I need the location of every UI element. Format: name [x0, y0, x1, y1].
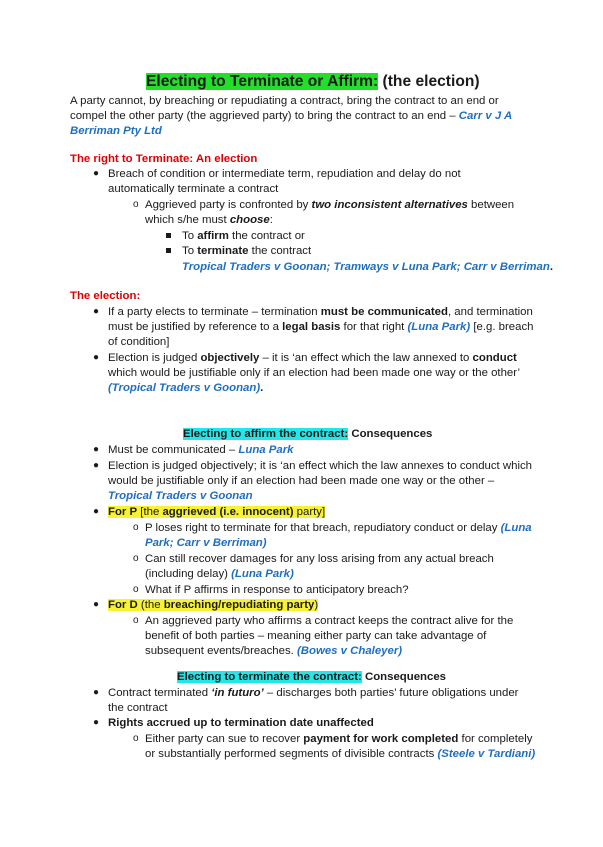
sub-bullet-text: [145, 644, 402, 658]
text: or substantially performed segments of divisible contracts: [145, 748, 438, 760]
sub-bullet-icon: o: [133, 199, 139, 210]
text: Contract terminated: [108, 687, 212, 699]
text: Must be communicated –: [108, 444, 239, 456]
sub-bullet-icon: o: [133, 615, 139, 626]
text: .: [260, 382, 264, 394]
page-title: [146, 72, 480, 92]
emphasis: affirm: [197, 230, 229, 242]
text: for completely: [458, 733, 533, 745]
square-bullet-text: [182, 229, 305, 243]
bullet-icon: ●: [93, 687, 100, 698]
heading-rest: Consequences: [361, 671, 447, 683]
bullet-icon: ●: [93, 168, 100, 179]
emphasis: aggrieved (i.e. innocent): [162, 506, 294, 518]
case-citation: (Bowes v Chaleyer): [296, 645, 403, 657]
emphasis: two inconsistent alternatives: [311, 199, 468, 211]
sub-bullet-icon: o: [133, 522, 139, 533]
bullet-icon: ●: [93, 444, 100, 455]
for-p-label: [108, 505, 325, 519]
case-citations: [108, 381, 263, 395]
case-citation: Tropical Traders v Goonan; Tramways v Luna Park; Carr v Berriman: [182, 261, 550, 273]
bullet-icon: ●: [93, 506, 100, 517]
text: Aggrieved party is confronted by: [145, 199, 312, 211]
title-rest: (the election): [378, 73, 480, 90]
text: which s/he must: [145, 214, 230, 226]
intro-line-2: [70, 109, 512, 123]
text: for that right: [340, 321, 408, 333]
case-citation: Park; Carr v Berriman): [145, 537, 267, 549]
bullet-text: automatically terminate a contract: [108, 183, 279, 195]
bullet-text: [108, 351, 517, 365]
text: [e.g. breach: [470, 321, 534, 333]
case-citation: Carr v J A: [458, 110, 513, 122]
text: For P: [108, 506, 138, 518]
case-citation: Berriman Pty Ltd: [70, 125, 162, 137]
text: P loses right to terminate for that breach, repudiatory conduct or delay: [145, 522, 501, 534]
case-citation: (Steele v Tardiani): [437, 748, 536, 760]
sub-bullet-text: [145, 567, 294, 581]
text: must be justified by reference to a: [108, 321, 283, 333]
text: (the: [137, 599, 164, 611]
text: , and termination: [447, 306, 533, 318]
bullet-text: Election is judged objectively; it is ‘an effect which the law annexes to conduct which: [108, 460, 533, 472]
bullet-text: would be justifiable only if an election had been made one way or the other –: [108, 475, 495, 487]
section-heading-election: The election:: [70, 290, 141, 302]
text: the contract or: [228, 230, 305, 242]
bullet-icon: ●: [93, 306, 100, 317]
text: subsequent events/breaches.: [145, 645, 297, 657]
bullet-icon: ●: [93, 352, 100, 363]
text: the contract: [248, 245, 312, 257]
section-heading-terminate: [177, 670, 446, 684]
emphasis: objectively: [200, 352, 260, 364]
bullet-text: [108, 686, 518, 700]
sub-bullet-text: [145, 198, 514, 212]
sub-bullet-text: What if P affirms in response to anticipatory breach?: [145, 584, 409, 596]
case-citations: [182, 260, 553, 274]
heading-rest: Consequences: [348, 428, 433, 440]
text: Either party can sue to recover: [145, 733, 304, 745]
text: .: [549, 261, 553, 273]
text: party]: [293, 506, 326, 518]
case-citation: (Luna Park): [231, 568, 294, 580]
section-heading-right-to-terminate: The right to Terminate: An election: [70, 153, 258, 165]
bullet-text: of condition]: [108, 336, 170, 348]
bullet-text: [108, 320, 533, 334]
square-bullet-icon: [166, 248, 171, 253]
sub-bullet-text: An aggrieved party who affirms a contract keeps the contract alive for the: [145, 615, 514, 627]
sub-bullet-icon: o: [133, 553, 139, 564]
bullet-text: Rights accrued up to termination date unaffected: [108, 717, 374, 729]
square-bullet-text: [182, 244, 311, 258]
text: If a party elects to terminate – termination: [108, 306, 321, 318]
text: To: [182, 230, 198, 242]
heading-highlight: Electing to terminate the contract:: [177, 671, 362, 683]
title-highlight: Electing to Terminate or Affirm:: [146, 73, 379, 90]
intro-line-1: A party cannot, by breaching or repudiating a contract, bring the contract to an end or: [70, 95, 499, 107]
case-citation: (Luna: [500, 522, 532, 534]
sub-bullet-text: Can still recover damages for any loss arising from any actual breach: [145, 553, 494, 565]
emphasis: ‘in futuro’: [211, 687, 264, 699]
sub-bullet-text: [145, 747, 535, 761]
sub-bullet-text: [145, 213, 273, 227]
text: Election is judged: [108, 352, 201, 364]
text: For D: [108, 599, 138, 611]
bullet-text: the contract: [108, 702, 168, 714]
sub-bullet-icon: o: [133, 584, 139, 595]
sub-bullet-text: [145, 521, 532, 535]
text: To: [182, 245, 198, 257]
bullet-text: Breach of condition or intermediate term, repudiation and delay do not: [108, 168, 461, 180]
emphasis: breaching/repudiating party: [163, 599, 315, 611]
case-citation: Luna Park: [238, 444, 294, 456]
heading-highlight: Electing to affirm the contract:: [183, 428, 349, 440]
emphasis: choose: [229, 214, 270, 226]
case-citation: Tropical Traders v Goonan: [108, 490, 253, 502]
square-bullet-icon: [166, 233, 171, 238]
sub-bullet-text: benefit of both parties – meaning either party can take advantage of: [145, 630, 487, 642]
text: [the: [137, 506, 163, 518]
bullet-icon: ●: [93, 460, 100, 471]
for-d-label: [108, 598, 318, 612]
text: – discharges both parties’ future obligations under: [263, 687, 519, 699]
text: (including delay): [145, 568, 232, 580]
emphasis: legal basis: [282, 321, 341, 333]
emphasis: terminate: [197, 245, 249, 257]
intro-text: compel the other party (the aggrieved party) to bring the contract to an end –: [70, 110, 459, 122]
sub-bullet-text: [145, 732, 532, 746]
emphasis: conduct: [472, 352, 517, 364]
emphasis: must be communicated: [320, 306, 448, 318]
case-citation: (Tropical Traders v Goonan): [108, 382, 261, 394]
bullet-text: which would be justifiable only if an election had been made one way or the other’: [108, 367, 521, 379]
emphasis: payment for work completed: [303, 733, 459, 745]
bullet-text: [108, 443, 294, 457]
sub-bullet-icon: o: [133, 733, 139, 744]
text: – it is ‘an effect which the law annexed to: [259, 352, 473, 364]
text: :: [269, 214, 273, 226]
text: between: [467, 199, 515, 211]
bullet-icon: ●: [93, 717, 100, 728]
bullet-text: [108, 305, 533, 319]
bullet-icon: ●: [93, 599, 100, 610]
text: ): [314, 599, 319, 611]
case-citation: (Luna Park): [407, 321, 471, 333]
section-heading-affirm: [183, 427, 432, 441]
